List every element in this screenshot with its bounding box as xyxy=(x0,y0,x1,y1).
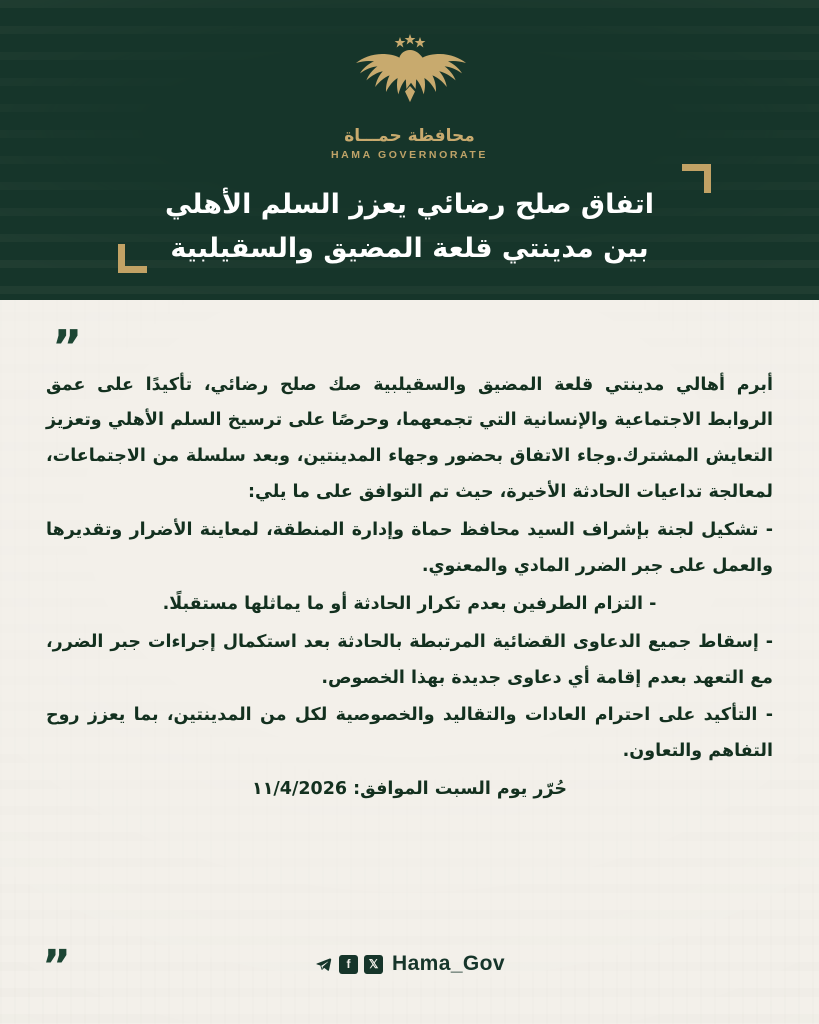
article-body xyxy=(0,300,819,808)
x-twitter-icon[interactable]: 𝕏 xyxy=(364,955,383,974)
headline-line-1: اتفاق صلح رضائي يعزز السلم الأهلي xyxy=(164,189,655,220)
eagle-emblem-icon xyxy=(354,34,466,116)
paragraph-intro: أبرم أهالي مدينتي قلعة المضيق والسقيلبية صك صلح رضائي، تأكيدًا على عمق الروابط الاجتماعية والإنسانية التي تجمعهما، وحرصًا على ترسيخ السلم الأهلي وتعزيز التعايش المشترك.وجاء الاتفاق بحضور وجهاء المدينتين، وبعد سلسلة من الاجتماعات، لمعالجة تداعيات الحادثة الأخيرة، حيث تم التوافق على ما يلي: xyxy=(46,374,773,503)
body-text-block xyxy=(46,368,773,809)
paragraph-item-1: - تشكيل لجنة بإشراف السيد محافظ حماة وإدارة المنطقة، لمعاينة الأضرار وتقديرها والعمل على جبر الضرر المادي والمعنوي. xyxy=(46,520,773,576)
page-title xyxy=(90,183,730,270)
date-line: حُرّر يوم السبت الموافق: ١١/4/2026 xyxy=(252,779,567,800)
headline-line-2: بين مدينتي قلعة المضيق والسقيلبية xyxy=(170,232,649,264)
paragraph-item-4: - التأكيد على احترام العادات والتقاليد والخصوصية لكل من المدينتين، بما يعزز روح التفاهم والتعاون. xyxy=(46,705,773,762)
governorate-name-ar: محافظة حمـــاة xyxy=(344,126,475,146)
telegram-icon[interactable] xyxy=(314,955,333,974)
open-quote-mark: ” xyxy=(52,320,83,374)
paragraph-item-2: - التزام الطرفين بعدم تكرار الحادثة أو ما يماثلها مستقبلًا. xyxy=(162,593,657,614)
footer-social-bar xyxy=(0,941,819,992)
header-banner xyxy=(0,0,819,300)
emblem-block xyxy=(0,0,819,161)
facebook-icon[interactable]: f xyxy=(339,955,358,974)
governorate-name-en: HAMA GOVERNORATE xyxy=(330,149,489,161)
social-handle[interactable]: Hama_Gov xyxy=(392,952,505,975)
paragraph-item-3: - إسقاط جميع الدعاوى القضائية المرتبطة بالحادثة بعد استكمال إجراءات جبر الضرر، مع التعهد بعدم إقامة أي دعاوى جديدة بهذا الخصوص. xyxy=(46,631,773,688)
close-quote-mark: ” xyxy=(42,941,71,992)
social-icons-group xyxy=(314,955,383,974)
